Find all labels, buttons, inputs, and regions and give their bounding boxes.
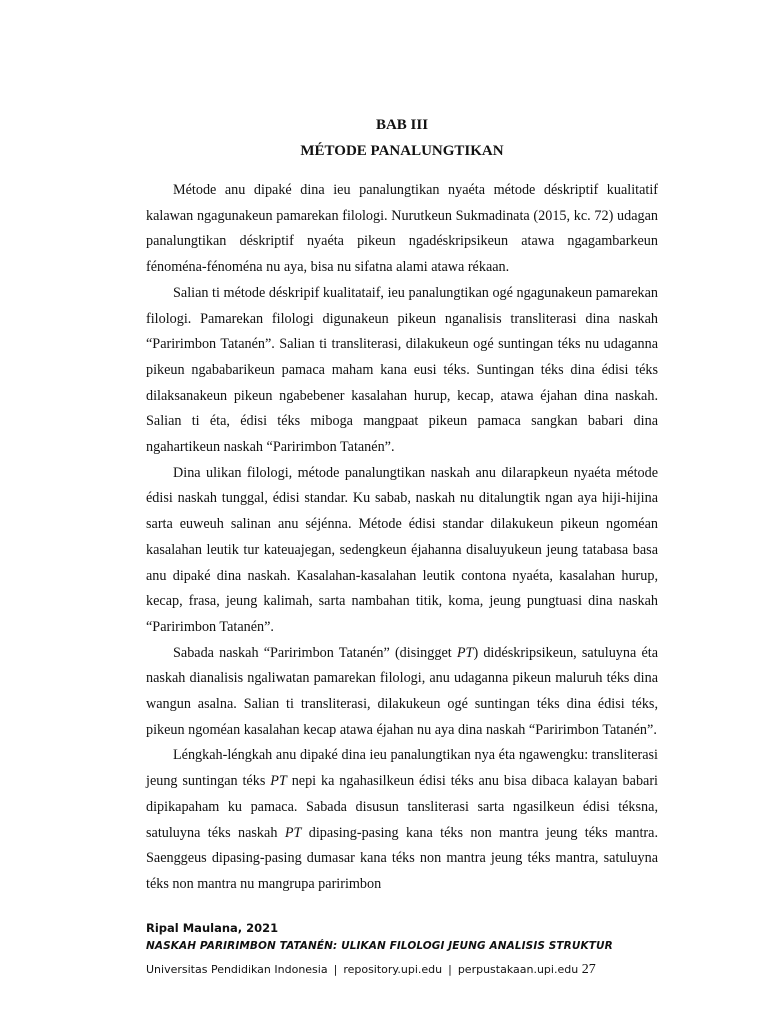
chapter-heading: BAB III [375,117,429,133]
footer-university: Universitas Pendidikan Indonesia [146,963,328,976]
footer-title: NASKAH PARIRIMBON TATANÉN: ULIKAN FILOLOGI JEUNG ANALISIS STRUKTUR [146,940,613,952]
page-number: 27 [581,962,596,977]
footer-library-link[interactable]: perpustakaan.upi.edu [457,963,579,976]
footer-links [146,962,706,978]
body-text [146,178,658,898]
text-run: Léngkah-léngkah anu dipaké dina ieu panalungtikan nya éta ngawengku: transliterasi jeung suntingan téks [146,747,658,790]
text-run: Sabada naskah “Paririmbon Tatanén” (disingget [173,644,457,661]
text-run: dipasing-pasing kana téks non mantra jeung téks mantra. Saenggeus dipasing-pasing dumasar kana téks non mantra jeung téks mantra, satuluyna téks non mantra nu mangrupa paririmbon [146,824,658,892]
chapter-title: MÉTODE PANALUNGTIKAN [300,143,504,159]
paragraph-3 [146,461,658,641]
footer-repository-link[interactable]: repository.upi.edu [343,963,443,976]
abbreviation-italic: PT [456,644,474,661]
paragraph-4 [146,641,658,744]
text-run: ) didéskripsikeun, satuluyna éta naskah dianalisis ngaliwatan pamarekan filologi, anu udaganna pikeun maluruh téks dina wangun asalna. Salian ti transliterasi, dilakukeun ogé suntingan téks dina édisi téks, pikeun ngoméan kasalahan kecap atawa éjahan nu aya dina naskah “Paririmbon Tatanén”. [146,644,658,738]
abbreviation-italic: PT [284,824,302,841]
paragraph-1 [146,178,658,281]
paragraph-5 [146,743,658,897]
footer-separator: | [333,963,338,976]
footer-author: Ripal Maulana, 2021 [146,921,279,935]
footer-separator: | [448,963,452,976]
text-run: Dina ulikan filologi, métode panalungtikan naskah anu dilarapkeun nyaéta métode édisi naskah tunggal, édisi standar. Ku sabab, naskah nu ditalungtik ngan aya hiji-hijina sarta euweuh salinan anu séjénna. Métode édisi standar dilakukeun pikeun ngoméan kasalahan leutik tur kateuajegan, sedengkeun éjahanna disaluyukeun jeung tatabasa basa anu dipaké dina naskah. Kasalahan-kasalahan leutik contona nyaéta, kasalahan hurup, kecap, frasa, jeung kalimah, sarta nambahan titik, koma, jeung pungtuasi dina naskah “Paririmbon Tatanén”. [146,464,658,635]
paragraph-2 [146,281,658,461]
text-run: nepi ka ngahasilkeun édisi téks anu bisa dibaca kalayan babari dipikapaham ku pamaca. Sabada disusun tansliterasi sarta ngasilkeun édisi téksna, satuluyna téks naskah [146,773,658,841]
text-run: Métode anu dipaké dina ieu panalungtikan nyaéta métode déskriptif kualitatif kalawan ngagunakeun pamarekan filologi. Nurutkeun Sukmadinata (2015, kc. 72) udagan panalungtikan déskriptif nyaéta pikeun ngadéskripsikeun atawa ngagambarkeun fénoména-fénoména nu aya, bisa nu sifatna alami atawa rékaan. [146,182,658,276]
abbreviation-italic: PT [270,773,287,790]
text-run: Salian ti métode déskripif kualitataif, ieu panalungtikan ogé ngagunakeun pamarekan filologi. Pamarekan filologi digunakeun pikeun nganalisis transliterasi dina naskah “Paririmbon Tatanén”. Salian ti transliterasi, dilakukeun ogé suntingan téks nu udaganna pikeun ngababarikeun pamaca maham kana eusi téks. Suntingan téks dina édisi téks dilaksanakeun pikeun ngabebener kasalahan hurup, kecap, atawa éjahan dina naskah. Salian ti éta, édisi téks miboga mangpaat pikeun pamaca sangkan babari dina ngahartikeun naskah “Paririmbon Tatanén”. [146,284,658,456]
